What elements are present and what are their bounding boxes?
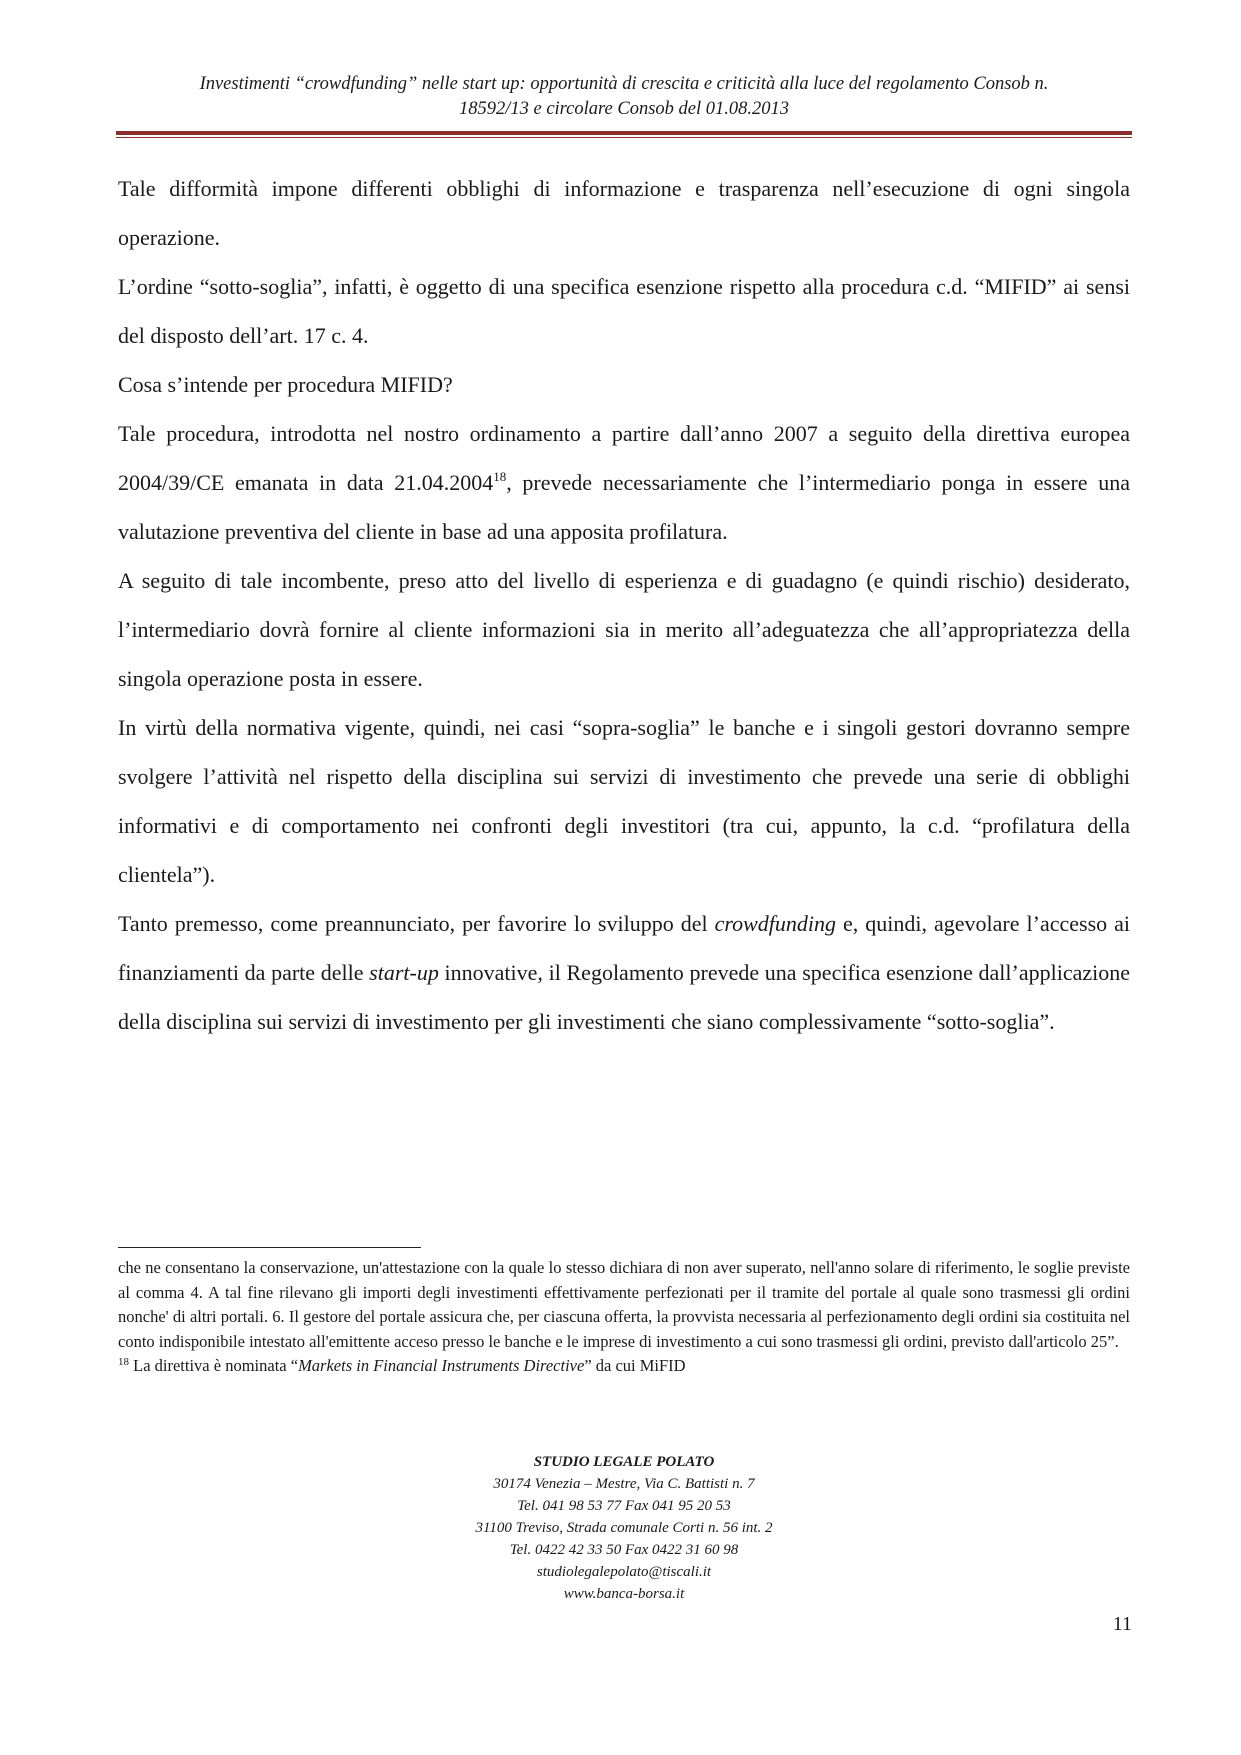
term-crowdfunding: crowdfunding — [714, 911, 837, 936]
page-number: 11 — [1112, 1613, 1132, 1635]
footnote-18-text-b: ” da cui MiFID — [584, 1356, 686, 1375]
paragraph-1: Tale difformità impone differenti obblighi di informazione e trasparenza nell’esecuzione di ogni singola operazione. — [118, 176, 1130, 250]
paragraph-2: L’ordine “sotto-soglia”, infatti, è oggetto di una specifica esenzione rispetto alla procedura c.d. “MIFID” ai sensi del disposto dell’art. 17 c. 4. — [118, 274, 1130, 348]
header-rule-thick — [116, 131, 1132, 135]
studio-phone-1: Tel. 041 98 53 77 Fax 041 95 20 53 — [517, 1498, 731, 1514]
paragraph-5: A seguito di tale incombente, preso atto del livello di esperienza e di guadagno (e quindi rischio) desiderato, l’intermediario dovrà fornire al cliente informazioni sia in merito all’adeguatezza che all’appropriatezza della singola operazione posta in essere. — [118, 568, 1130, 691]
paragraph-7-text-c: innovative, il Regolamento prevede una specifica esenzione dall’applicazione della disciplina sui servizi di investimento per gli investimenti che siano complessivamente “sotto-soglia”. — [118, 960, 1130, 1034]
footnotes — [118, 1256, 1130, 1379]
studio-footer — [118, 1451, 1130, 1605]
studio-website[interactable]: www.banca-borsa.it — [563, 1586, 685, 1602]
studio-address-2: 31100 Treviso, Strada comunale Corti n. 56 int. 2 — [475, 1520, 773, 1536]
header-title-line1: Investimenti “crowdfunding” nelle start up: opportunità di crescita e criticità alla luce del regolamento Consob n. — [199, 74, 1049, 94]
paragraph-4-text-a: Tale procedura, introdotta nel nostro ordinamento a partire dall’anno 2007 a seguito della direttiva europea 2004/39/CE emanata in data 21.04.2004 — [118, 421, 1130, 495]
studio-email[interactable]: studiolegalepolato@tiscali.it — [536, 1564, 712, 1580]
paragraph-7-text-a: Tanto premesso, come preannunciato, per favorire lo sviluppo del — [118, 911, 715, 936]
paragraph-7 — [118, 899, 1130, 1046]
header-title-line2: 18592/13 e circolare Consob del 01.08.2013 — [458, 99, 790, 119]
footnote-continuation: che ne consentano la conservazione, un'attestazione con la quale lo stesso dichiara di non aver superato, nell'anno solare di riferimento, le soglie previste al comma 4. A tal fine rilevano gli importi degli investimenti effettivamente perfezionati per il tramite del portale al quale sono trasmessi gli ordini nonche' di altri portali. 6. Il gestore del portale assicura che, per ciascuna offerta, la provvista necessaria al perfezionamento degli ordini sia costituita nel conto indisponibile intestato all'emittente acceso presso le banche e le imprese di investimento a cui sono trasmessi gli ordini, previsto dall'articolo 25”. — [118, 1258, 1130, 1351]
studio-address-1: 30174 Venezia – Mestre, Via C. Battisti n. 7 — [493, 1476, 755, 1492]
footnote-separator — [118, 1247, 421, 1248]
footnote-18-number: 18 — [118, 1356, 129, 1368]
header-rule-thin — [116, 137, 1132, 138]
paragraph-6: In virtù della normativa vigente, quindi, nei casi “sopra-soglia” le banche e i singoli gestori dovranno sempre svolgere l’attività nel rispetto della disciplina sui servizi di investimento che prevede una serie di obblighi informativi e di comportamento nei confronti degli investitori (tra cui, appunto, la c.d. “profilatura della clientela”). — [118, 715, 1130, 887]
main-text — [118, 164, 1130, 1046]
paragraph-7-text-b: e, quindi, agevolare l’accesso ai finanziamenti da parte delle — [118, 911, 1131, 985]
paragraph-4-text-b: , prevede necessariamente che l’intermediario ponga in essere una valutazione preventiva del cliente in base ad una apposita profilatura. — [118, 470, 1131, 544]
footnote-ref-18: 18 — [493, 469, 507, 484]
running-header — [118, 72, 1130, 122]
term-start-up: start-up — [369, 960, 439, 985]
footnote-18-text-a: La direttiva è nominata “ — [129, 1356, 299, 1375]
footnote-18 — [118, 1354, 1130, 1379]
paragraph-4 — [118, 409, 1130, 556]
studio-phone-2: Tel. 0422 42 33 50 Fax 0422 31 60 98 — [509, 1542, 739, 1558]
studio-name: STUDIO LEGALE POLATO — [533, 1454, 715, 1470]
footnote-18-emphasis: Markets in Financial Instruments Directive — [298, 1356, 585, 1375]
paragraph-3: Cosa s’intende per procedura MIFID? — [118, 372, 453, 397]
